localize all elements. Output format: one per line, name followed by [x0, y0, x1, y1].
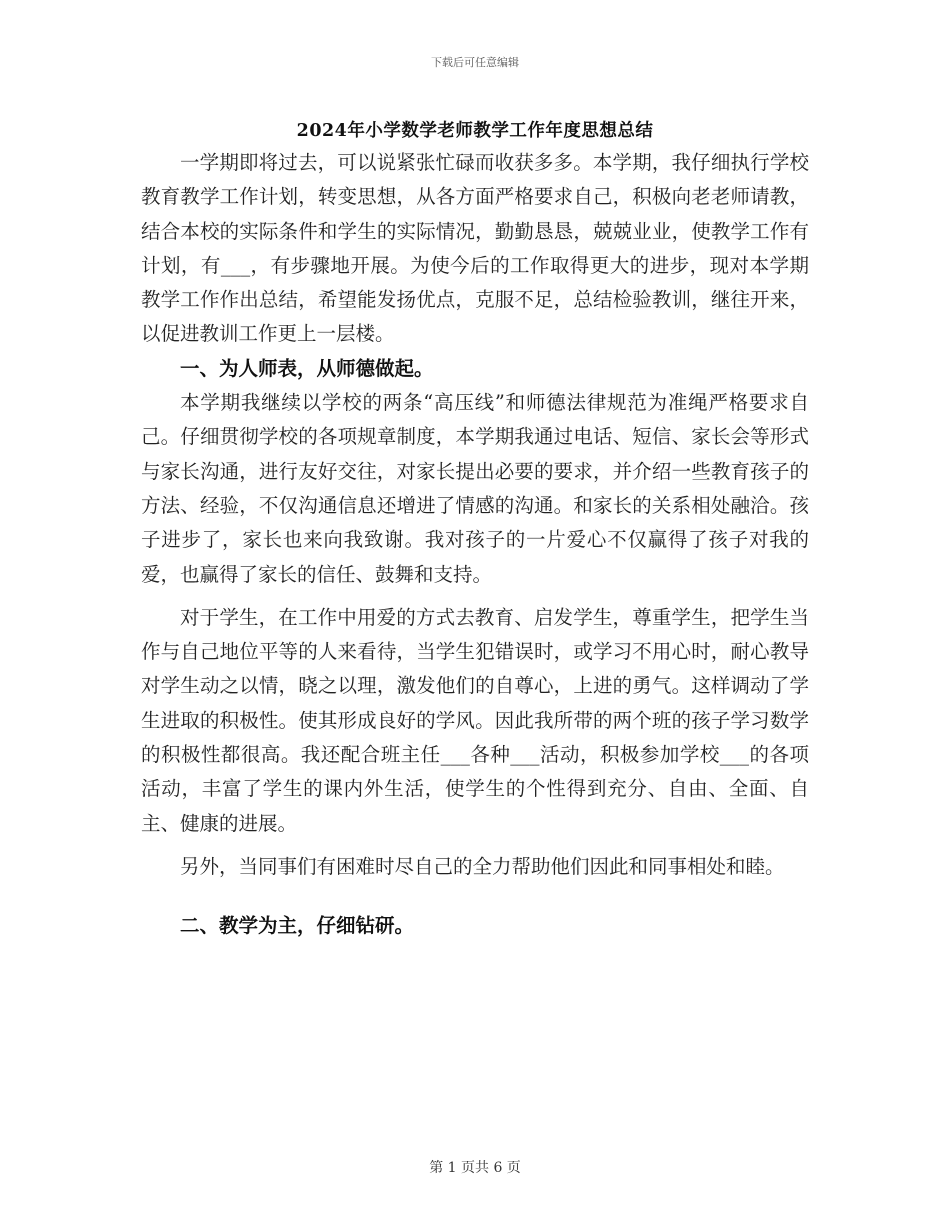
paragraph-colleagues: 另外，当同事们有困难时尽自己的全力帮助他们因此和同事相处和睦。	[180, 854, 785, 878]
section-heading-2: 二、教学为主，仔细钻研。	[180, 914, 415, 938]
paragraph-students: 对于学生，在工作中用爱的方式去教育、启发学生，尊重学生，把学生当作与自己地位平等的人来看待，当学生犯错误时，或学习不用心时，耐心教导对学生动之以情，晓之以理，激发他们的自尊心，上进的勇气。这样调动了学生进取的积极性。使其形成良好的学风。因此我所带的两个班的孩子学习数学的积极性都很高。我还配合班主任___各种___活动，积极参加学校___的各项活动，丰富了学生的课内外生活，使学生的个性得到充分、自由、全面、自主、健康的进展。	[141, 605, 809, 835]
page-footer: 第 1 页共 6 页	[429, 1160, 521, 1176]
document-body	[141, 146, 809, 944]
paragraph-intro: 一学期即将过去，可以说紧张忙碌而收获多多。本学期，我仔细执行学校教育教学工作计划，转变思想，从各方面严格要求自己，积极向老老师请教，结合本校的实际条件和学生的实际情况，勤勤恳恳，兢兢业业，使教学工作有计划，有___，有步骤地开展。为使今后的工作取得更大的进步，现对本学期教学工作作出总结，希望能发扬优点，克服不足，总结检验教训，继往开来，以促进教训工作更上一层楼。	[141, 151, 809, 346]
document-title: 2024年小学数学老师教学工作年度思想总结	[296, 121, 654, 141]
paragraph-ethics: 本学期我继续以学校的两条“高压线”和师德法律规范为准绳严格要求自己。仔细贯彻学校的各项规章制度，本学期我通过电话、短信、家长会等形式与家长沟通，进行友好交往，对家长提出必要的要求，并介绍一些教育孩子的方法、经验，不仅沟通信息还增进了情感的沟通。和家长的关系相处融洽。孩子进步了，家长也来向我致谢。我对孩子的一片爱心不仅赢得了孩子对我的爱，也赢得了家长的信任、鼓舞和支持。	[141, 391, 809, 586]
header-note: 下载后可任意编辑	[431, 56, 519, 69]
section-heading-1: 一、为人师表，从师德做起。	[180, 356, 434, 380]
